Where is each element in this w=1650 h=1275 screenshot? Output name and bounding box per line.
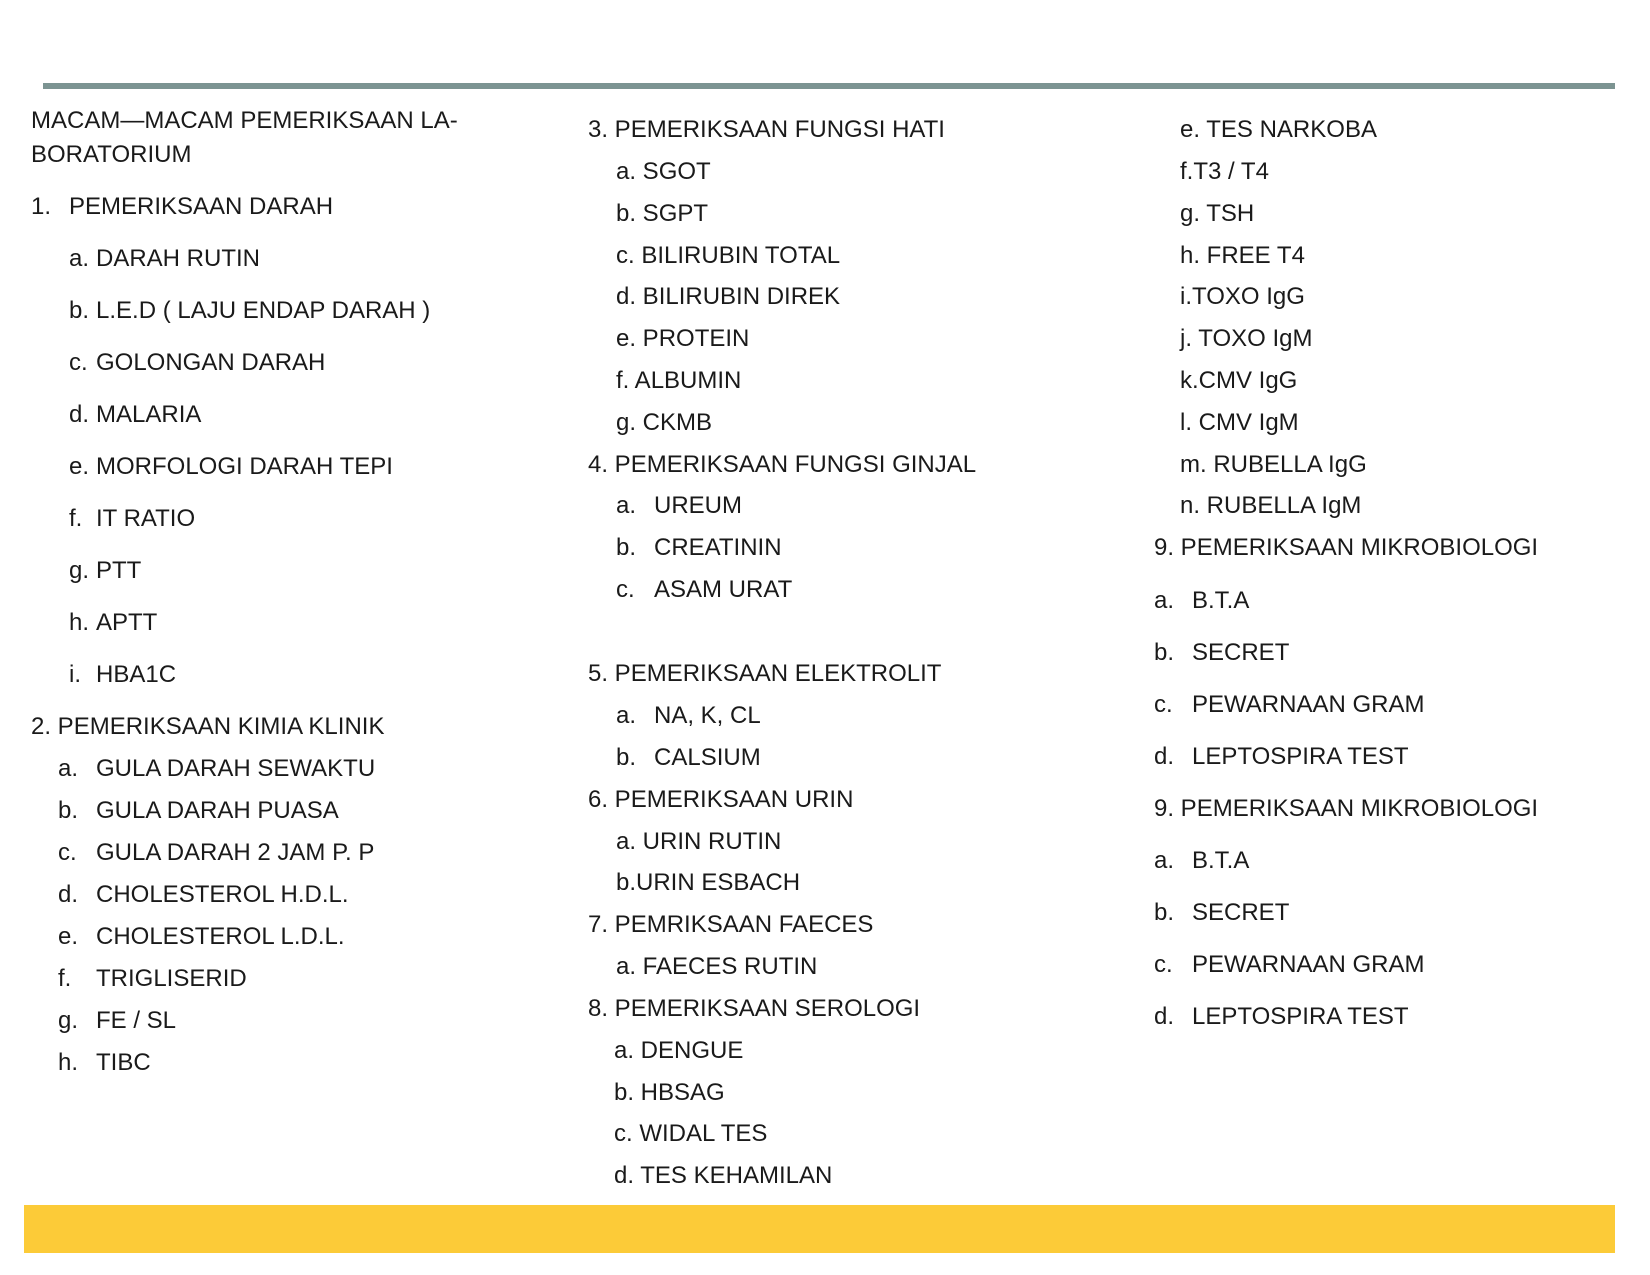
list-item-text: SECRET bbox=[1192, 899, 1290, 926]
list-marker: c. bbox=[1154, 951, 1173, 978]
list-item bbox=[58, 839, 374, 867]
list-marker: b. bbox=[69, 297, 90, 324]
list-item-text: FE / SL bbox=[96, 1007, 177, 1034]
list-marker: e. bbox=[58, 923, 79, 950]
list-item-text: PEWARNAAN GRAM bbox=[1192, 951, 1425, 978]
list-item-text: CHOLESTEROL L.D.L. bbox=[96, 923, 345, 950]
list-item-text: MORFOLOGI DARAH TEPI bbox=[96, 453, 393, 480]
list-item: a. DENGUE bbox=[614, 1037, 744, 1064]
list-marker: b. bbox=[1154, 639, 1175, 666]
top-divider-rule bbox=[43, 83, 1615, 89]
list-marker: a. bbox=[1154, 847, 1175, 874]
footer-accent-bar bbox=[24, 1205, 1615, 1253]
list-item: f. ALBUMIN bbox=[616, 367, 742, 394]
list-marker: i. bbox=[69, 661, 81, 688]
list-number: 1. bbox=[31, 193, 52, 220]
list-marker: h. bbox=[69, 609, 90, 636]
section-heading-fungsi-hati: 3. PEMERIKSAAN FUNGSI HATI bbox=[588, 116, 945, 143]
list-item bbox=[69, 349, 325, 377]
list-marker: h. bbox=[58, 1049, 79, 1076]
list-item-text: CREATININ bbox=[654, 534, 782, 561]
list-item bbox=[58, 965, 247, 993]
section-heading-darah bbox=[31, 193, 333, 221]
section-heading-mikrobiologi: 9. PEMERIKSAAN MIKROBIOLOGI bbox=[1154, 534, 1539, 561]
list-item: b. HBSAG bbox=[614, 1079, 725, 1106]
list-item-text: TIBC bbox=[96, 1049, 151, 1076]
list-item: a. URIN RUTIN bbox=[616, 828, 782, 855]
list-marker: d. bbox=[69, 401, 90, 428]
list-marker: c. bbox=[69, 349, 88, 376]
list-marker: f. bbox=[69, 505, 83, 532]
list-item bbox=[1154, 847, 1249, 875]
list-item-text: ASAM URAT bbox=[654, 576, 793, 603]
list-marker: a. bbox=[69, 245, 90, 272]
list-item-text: LEPTOSPIRA TEST bbox=[1192, 1003, 1409, 1030]
list-item bbox=[1154, 1003, 1409, 1031]
list-item: i.TOXO IgG bbox=[1180, 283, 1305, 310]
list-marker: d. bbox=[1154, 743, 1175, 770]
list-item: c. WIDAL TES bbox=[614, 1120, 768, 1147]
list-item: j. TOXO IgM bbox=[1180, 325, 1313, 352]
list-item: f.T3 / T4 bbox=[1180, 158, 1269, 185]
list-item-text: UREUM bbox=[654, 492, 742, 519]
list-item bbox=[616, 534, 782, 562]
list-item-text: APTT bbox=[96, 609, 158, 636]
list-item-text: PEWARNAAN GRAM bbox=[1192, 691, 1425, 718]
list-marker: e. bbox=[69, 453, 90, 480]
list-item-text: L.E.D ( LAJU ENDAP DARAH ) bbox=[96, 297, 431, 324]
section-heading-serologi: 8. PEMERIKSAAN SEROLOGI bbox=[588, 995, 921, 1022]
list-item bbox=[69, 609, 157, 637]
list-item-text: MALARIA bbox=[96, 401, 202, 428]
section-label: PEMERIKSAAN DARAH bbox=[69, 193, 334, 220]
list-item bbox=[1154, 951, 1424, 979]
list-item bbox=[69, 505, 195, 533]
list-item bbox=[1154, 639, 1289, 667]
list-marker: c. bbox=[58, 839, 77, 866]
list-item bbox=[1154, 691, 1424, 719]
list-item: d. TES KEHAMILAN bbox=[614, 1162, 833, 1189]
list-marker: b. bbox=[58, 797, 79, 824]
list-item: c. BILIRUBIN TOTAL bbox=[616, 242, 841, 269]
list-item: n. RUBELLA IgM bbox=[1180, 492, 1362, 519]
list-marker: a. bbox=[616, 702, 637, 729]
page-title-line-1: MACAM—MACAM PEMERIKSAAN LA- bbox=[31, 107, 458, 134]
list-item bbox=[58, 881, 349, 909]
list-item: b.URIN ESBACH bbox=[616, 869, 801, 896]
list-marker: b. bbox=[616, 534, 637, 561]
list-item bbox=[58, 755, 375, 783]
list-marker: c. bbox=[616, 576, 635, 603]
list-marker: d. bbox=[58, 881, 79, 908]
list-item: l. CMV IgM bbox=[1180, 409, 1299, 436]
list-item: a. FAECES RUTIN bbox=[616, 953, 818, 980]
section-heading-elektrolit: 5. PEMERIKSAAN ELEKTROLIT bbox=[588, 660, 942, 687]
list-item-text: GULA DARAH 2 JAM P. P bbox=[96, 839, 375, 866]
section-heading-fungsi-ginjal: 4. PEMERIKSAAN FUNGSI GINJAL bbox=[588, 451, 977, 478]
list-item bbox=[58, 923, 345, 951]
list-item-text: B.T.A bbox=[1192, 847, 1250, 874]
list-marker: b. bbox=[616, 744, 637, 771]
list-item bbox=[58, 1007, 176, 1035]
list-marker: g. bbox=[69, 557, 90, 584]
list-item-text: GOLONGAN DARAH bbox=[96, 349, 326, 376]
list-item-text: DARAH RUTIN bbox=[96, 245, 261, 272]
list-marker: a. bbox=[58, 755, 79, 782]
list-marker: f. bbox=[58, 965, 72, 992]
list-item-text: SECRET bbox=[1192, 639, 1290, 666]
list-marker: a. bbox=[1154, 587, 1175, 614]
list-item: g. CKMB bbox=[616, 409, 713, 436]
list-marker: d. bbox=[1154, 1003, 1175, 1030]
section-heading-mikrobiologi: 9. PEMERIKSAAN MIKROBIOLOGI bbox=[1154, 795, 1539, 822]
list-item-text: CHOLESTEROL H.D.L. bbox=[96, 881, 349, 908]
page-title-line-2: BORATORIUM bbox=[31, 141, 192, 168]
section-heading-faeces: 7. PEMRIKSAAN FAECES bbox=[588, 911, 874, 938]
list-item: e. TES NARKOBA bbox=[1180, 116, 1377, 143]
list-item bbox=[69, 661, 176, 689]
list-item-text: TRIGLISERID bbox=[96, 965, 247, 992]
list-item bbox=[1154, 587, 1249, 615]
list-item bbox=[1154, 899, 1289, 927]
list-item bbox=[69, 453, 393, 481]
list-item: b. SGPT bbox=[616, 200, 709, 227]
list-item-text: CALSIUM bbox=[654, 744, 761, 771]
list-item bbox=[69, 401, 201, 429]
list-item-text: B.T.A bbox=[1192, 587, 1250, 614]
list-item: a. SGOT bbox=[616, 158, 711, 185]
section-heading-urin: 6. PEMERIKSAAN URIN bbox=[588, 786, 854, 813]
list-item-text: IT RATIO bbox=[96, 505, 196, 532]
list-item bbox=[1154, 743, 1409, 771]
list-item bbox=[616, 744, 761, 772]
list-item: e. PROTEIN bbox=[616, 325, 750, 352]
list-item: d. BILIRUBIN DIREK bbox=[616, 283, 841, 310]
list-item: h. FREE T4 bbox=[1180, 242, 1305, 269]
list-item bbox=[616, 492, 742, 520]
list-item bbox=[58, 797, 339, 825]
list-item bbox=[616, 702, 761, 730]
list-item bbox=[69, 557, 141, 585]
list-item: k.CMV IgG bbox=[1180, 367, 1298, 394]
section-heading-kimia-klinik: 2. PEMERIKSAAN KIMIA KLINIK bbox=[31, 713, 385, 740]
list-item-text: PTT bbox=[96, 557, 142, 584]
list-marker: g. bbox=[58, 1007, 79, 1034]
list-item-text: LEPTOSPIRA TEST bbox=[1192, 743, 1409, 770]
list-item: m. RUBELLA IgG bbox=[1180, 451, 1367, 478]
list-item-text: GULA DARAH SEWAKTU bbox=[96, 755, 376, 782]
list-item-text: HBA1C bbox=[96, 661, 177, 688]
list-item-text: GULA DARAH PUASA bbox=[96, 797, 339, 824]
list-item bbox=[69, 297, 430, 325]
list-item bbox=[58, 1049, 151, 1077]
list-item: g. TSH bbox=[1180, 200, 1255, 227]
list-item bbox=[69, 245, 260, 273]
list-marker: a. bbox=[616, 492, 637, 519]
list-marker: c. bbox=[1154, 691, 1173, 718]
list-item-text: NA, K, CL bbox=[654, 702, 761, 729]
list-marker: b. bbox=[1154, 899, 1175, 926]
list-item bbox=[616, 576, 792, 604]
